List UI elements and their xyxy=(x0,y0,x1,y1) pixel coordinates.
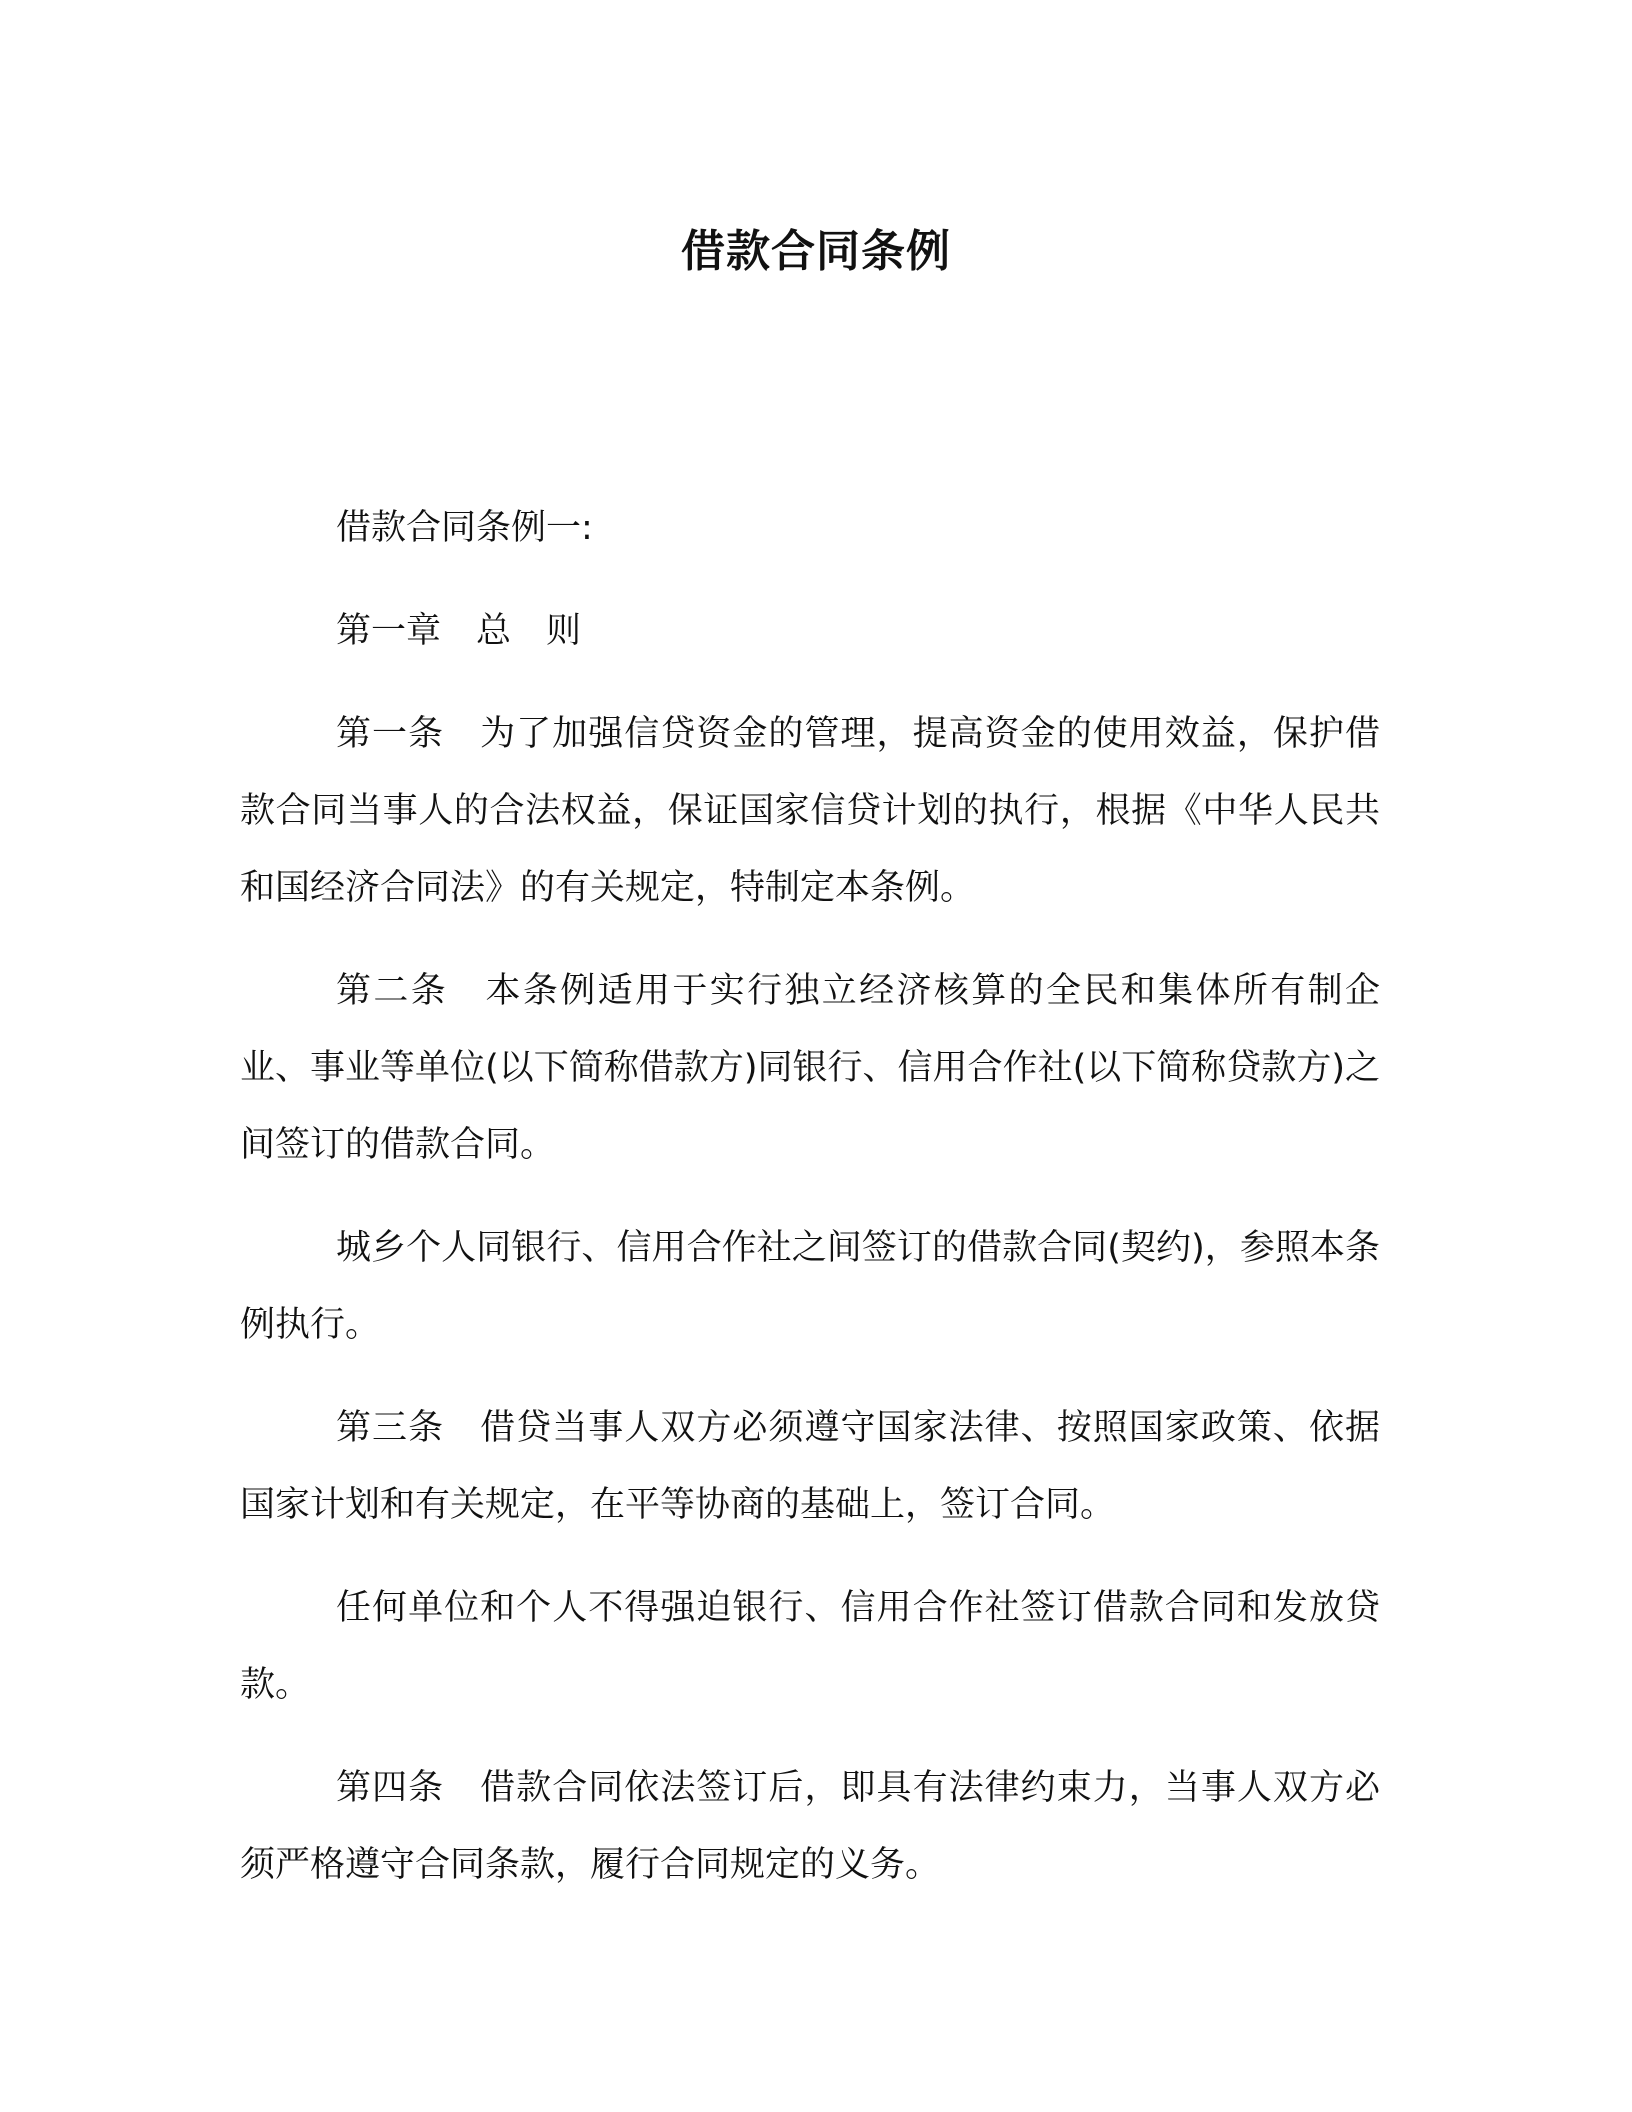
section-intro: 借款合同条例一: xyxy=(336,508,593,548)
document-body xyxy=(240,490,1380,1930)
article-3: 第三条 借贷当事人双方必须遵守国家法律、按照国家政策、依据国家计划和有关规定，在平等协商的基础上，签订合同。 xyxy=(240,1408,1380,1525)
article-2: 第二条 本条例适用于实行独立经济核算的全民和集体所有制企业、事业等单位(以下简称借款方)同银行、信用合作社(以下简称贷款方)之间签订的借款合同。 xyxy=(240,971,1380,1165)
document-title: 借款合同条例 xyxy=(681,226,951,277)
article-3-supplement: 任何单位和个人不得强迫银行、信用合作社签订借款合同和发放贷款。 xyxy=(240,1588,1380,1705)
article-2-supplement: 城乡个人同银行、信用合作社之间签订的借款合同(契约)，参照本条例执行。 xyxy=(240,1228,1380,1345)
chapter-heading: 第一章 总 则 xyxy=(336,611,582,651)
article-1: 第一条 为了加强信贷资金的管理，提高资金的使用效益，保护借款合同当事人的合法权益，保证国家信贷计划的执行，根据《中华人民共和国经济合同法》的有关规定，特制定本条例。 xyxy=(240,714,1380,908)
article-4: 第四条 借款合同依法签订后，即具有法律约束力，当事人双方必须严格遵守合同条款，履行合同规定的义务。 xyxy=(240,1768,1380,1885)
